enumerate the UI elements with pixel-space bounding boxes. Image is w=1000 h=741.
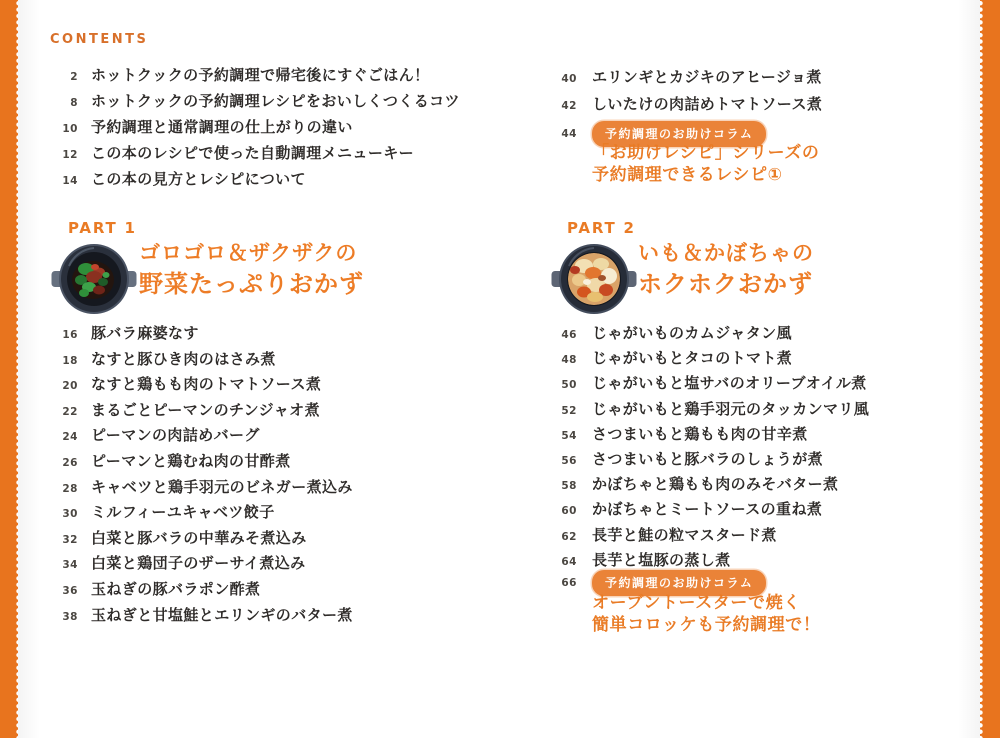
toc-entry [40,168,460,194]
page-number: 28 [62,482,78,495]
page-number: 46 [561,329,577,341]
toc-entry [40,476,353,502]
entry-title: かぼちゃとミートソースの重ね煮 [592,500,823,519]
orange-right-border [980,0,1000,738]
page-number: 10 [62,123,78,135]
entry-title: じゃがいもと塩サバのオリーブオイル煮 [592,374,867,393]
page-number: 12 [62,149,78,161]
column2-line2: 簡単コロッケも予約調理で！ [592,614,821,635]
column1-line1: 「お助けレシピ」シリーズの [592,143,820,163]
page-number: 20 [62,380,78,393]
entry-title: この本のレシピで使った自動調理メニューキー [91,144,415,162]
entry-title: まるごとピーマンのチンジャオ煮 [91,400,320,419]
toc-entry [545,93,822,120]
part1-title-line1: ゴロゴロ＆ザクザクの [139,241,358,265]
column1-text [592,143,820,186]
intro-toc-list [40,64,460,194]
toc-entry [545,498,869,523]
entry-title: ピーマンと鶏むね肉の甘酢煮 [91,451,291,470]
entry-title: ピーマンの肉詰めバーグ [91,426,260,445]
toc-entry [40,64,460,90]
entry-title: しいたけの肉詰めトマトソース煮 [592,95,823,113]
entry-title: 予約調理と通常調理の仕上がりの違い [91,118,353,136]
page-number: 36 [62,584,78,597]
toc-entry [40,399,353,425]
part2-title [638,241,814,298]
entry-title: ホットクックの予約調理レシピをおいしくつくるコツ [91,92,460,110]
toc-entry [40,116,460,142]
entry-title: 玉ねぎの豚バラポン酢煮 [91,579,261,598]
entry-title: 長芋と鮭の粒マスタード煮 [592,525,777,544]
contents-title: CONTENTS [50,32,149,47]
toc-entry [40,348,353,374]
page-number: 24 [62,431,78,444]
toc-entry [40,322,353,348]
entry-title: エリンギとカジキのアヒージョ煮 [592,68,822,86]
page-number: 22 [62,405,78,418]
toc-entry [40,424,353,450]
page-number: 26 [62,456,78,469]
column-badge: 予約調理のお助けコラム [592,121,766,147]
toc-entry [40,142,460,168]
part2-title-line1: いも＆かぼちゃの [638,241,814,265]
toc-entry [545,398,869,423]
toc-entry [545,524,869,549]
page-number: 54 [561,429,577,442]
page-number: 64 [561,555,577,568]
page-number: 60 [561,505,577,518]
orange-left-border [0,0,18,738]
pot-photo-potato-and-pumpkin-icon [551,240,637,318]
page-number: 38 [62,610,78,623]
entry-title: じゃがいもと鶏手羽元のタッカンマリ風 [592,399,870,418]
part1-toc-list [40,322,353,629]
toc-entry [545,473,869,498]
page-number: 34 [62,559,78,572]
page-shade-left [18,0,40,738]
toc-entry [545,448,869,473]
part2-label: PART 2 [567,219,636,237]
column1-line2: 予約調理できるレシピ① [592,164,783,185]
toc-entry [40,90,460,116]
entry-title: かぼちゃと鶏もも肉のみそバター煮 [592,475,839,494]
entry-title: ホットクックの予約調理で帰宅後にすぐごはん！ [91,66,430,84]
toc-entry [40,578,353,604]
entry-title: じゃがいもとタコのトマト煮 [592,349,793,368]
column2-text [592,593,820,636]
toc-entry [545,423,869,448]
toc-entry [40,450,353,476]
page-number: 66 [561,577,577,589]
toc-entry [40,604,353,630]
entry-title: キャベツと鶏手羽元のビネガー煮込み [91,477,353,496]
entry-title: この本の見方とレシピについて [91,170,306,188]
right-top-toc-list [545,66,822,120]
part2-title-line2: ホクホクおかず [638,270,813,298]
page-number: 62 [561,530,577,543]
page-number: 50 [561,379,577,392]
page-number: 42 [561,100,577,112]
part1-label: PART 1 [68,219,137,237]
page-number: 18 [62,354,78,367]
page-number: 8 [70,97,78,109]
entry-title: 豚バラ麻婆なす [91,324,199,342]
entry-title: ミルフィーユキャベツ餃子 [91,503,275,522]
entry-title: 玉ねぎと甘塩鮭とエリンギのバター煮 [91,605,353,624]
entry-title: 長芋と塩豚の蒸し煮 [592,550,731,569]
entry-title: 白菜と鶏団子のザーサイ煮込み [91,554,306,573]
page-number: 2 [70,71,78,83]
pot-photo-green-pepper-and-meat-icon [51,240,137,318]
toc-entry [40,552,353,578]
toc-entry [545,347,869,372]
toc-entry [40,373,353,399]
part1-title-line2: 野菜たっぷりおかず [139,270,364,298]
column-badge: 予約調理のお助けコラム [592,570,766,596]
entry-title: じゃがいものカムジャタン風 [592,324,792,342]
page-number: 30 [62,508,78,521]
part1-title [139,241,364,298]
toc-entry [545,372,869,397]
page-number: 58 [561,480,577,493]
entry-title: さつまいもと鶏もも肉の甘辛煮 [592,424,808,443]
part2-toc-list [545,322,869,574]
entry-title: 白菜と豚バラの中華みそ煮込み [91,528,307,547]
toc-entry [40,501,353,527]
toc-entry [545,322,869,347]
page-number: 40 [561,73,577,85]
page-number: 56 [561,454,577,467]
entry-title: なすと豚ひき肉のはさみ煮 [91,349,276,368]
page-number: 32 [62,533,78,546]
entry-title: さつまいもと豚バラのしょうが煮 [592,449,824,468]
page-number: 52 [561,404,577,417]
page-number: 48 [561,354,577,367]
page-number: 16 [62,329,78,341]
toc-entry [545,66,822,93]
page-number: 44 [561,128,577,140]
toc-entry [40,527,353,553]
page-number: 14 [62,175,78,187]
column2-line1: オーブントースターで焼く [592,593,801,613]
entry-title: なすと鶏もも肉のトマトソース煮 [91,375,322,394]
